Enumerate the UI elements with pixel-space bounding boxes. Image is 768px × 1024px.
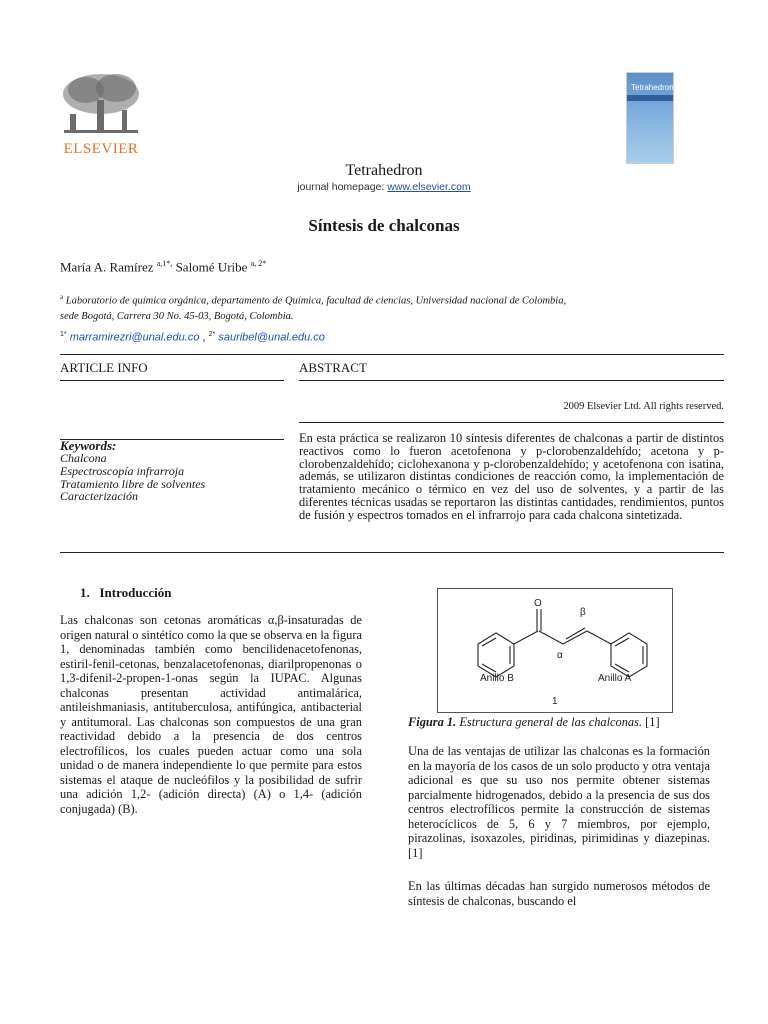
ring-b-double-3 <box>482 664 496 672</box>
compound-number: 1 <box>552 696 558 707</box>
rule-info <box>60 380 284 381</box>
rule-top <box>60 354 724 355</box>
author-1: María A. Ramírez <box>60 259 154 275</box>
paper-title: Síntesis de chalconas <box>308 216 460 235</box>
publisher-name: ELSEVIER <box>63 141 139 157</box>
section-heading-introduccion: 1. Introducción <box>80 585 172 600</box>
intro-paragraph: Las chalconas son cetonas aromáticas α,β-insaturadas de origen natural o sintético como la que se observa en la figura 1, denominadas también como bencilidenacetofenonas, estiril-fenil-cetonas, benzalacetofenonas, diarilpropenonas o 1,3-difenil-2-propen-1-onas según la IUPAC. Algunas chalconas presentan actividad antimalárica, antileishmaniasis, antituberculosa, antifúngica, antibacterial y antitumoral. Las chalconas son compuestos de una gran reactividad debido a la presencia de dos centros electrofílicos, los cuales pueden actuar como una sola unidad o de manera independiente lo que permite para estos sistemas el ataque de nucleófilos y la posibilidad de sufrir una adición 1,2- (adición directa) (A) o 1,4- (adición conjugada) (B). <box>60 613 362 816</box>
ring-a-hexagon <box>611 633 647 677</box>
copyright-notice: 2009 Elsevier Ltd. All rights reserved. <box>563 401 724 412</box>
journal-cover-thumbnail <box>626 72 674 164</box>
abstract-heading: ABSTRACT <box>299 360 367 375</box>
email-2-link[interactable]: sauribel@unal.edu.co <box>218 331 325 344</box>
figure-1-caption-text: Estructura general de las chalconas. <box>459 715 643 729</box>
ring-a-double-1 <box>615 638 629 646</box>
beta-label: β <box>580 607 586 618</box>
homepage-label: journal homepage: <box>297 181 385 193</box>
ring-a-double-3 <box>615 664 629 672</box>
author-1-affil: a,1*, <box>156 259 173 268</box>
keyword-item: Tratamiento libre de solventes <box>60 476 206 491</box>
affiliation-marker: a <box>60 293 64 301</box>
ring-b-label: Anillo B <box>480 673 514 684</box>
chalcone-structure-diagram <box>438 589 672 712</box>
journal-name: Tetrahedron <box>345 162 423 179</box>
keyword-item: Chalcona <box>60 451 107 465</box>
figure-1-reference: [1] <box>645 715 660 729</box>
article-info-heading: ARTICLE INFO <box>60 360 148 375</box>
homepage-link[interactable]: www.elsevier.com <box>387 181 471 193</box>
ring-a-label: Anillo A <box>598 673 632 684</box>
keyword-item: Espectroscopía infrarroja <box>60 463 185 478</box>
rule-bottom <box>60 552 724 553</box>
author-emails <box>60 331 325 344</box>
author-2: Salomé Uribe <box>175 259 248 275</box>
elsevier-tree-logo <box>56 70 146 140</box>
figure-1-caption <box>408 715 724 730</box>
email-2-marker: 2* <box>208 331 216 338</box>
bond-beta-ringa <box>587 631 611 644</box>
keyword-item: Caracterización <box>60 489 138 504</box>
affiliation-line-2: sede Bogotá, Carrera 30 No. 45-03, Bogotá, Colombia. <box>60 311 294 322</box>
abstract-text: En esta práctica se realizaron 10 síntesis diferentes de chalconas a partir de distintos reactivos como lo fueron acetofenona y p-clorobenzaldehído; acetona y p-clorobenzaldehído; ciclohexanona y p-clorobenzaldehído; y acetofenona con isatina, además, se utilizaron distintas condiciones de reacción como, la implementación de tratamiento mecánico o térmico en vez del uso de solventes, y a partir de las diferentes técnicas usadas se reportaron las distintas cantidades, rendimientos, puntos de fusión y espectros tomados en el infrarrojo para cada chalcona sintetizada. <box>299 431 724 522</box>
ring-b-hexagon <box>478 633 514 677</box>
bond-ringb-carbonyl <box>514 631 538 644</box>
bond-carbonyl-alpha <box>539 631 563 644</box>
email-separator: , <box>202 331 206 344</box>
oxygen-label: O <box>534 598 542 609</box>
cover-title: Tetrahedron <box>631 83 674 92</box>
alpha-label: α <box>557 650 563 661</box>
figure-1-label: Figura 1. <box>408 715 457 729</box>
bond-alpha-beta <box>563 631 587 644</box>
figure-1-box <box>437 588 673 713</box>
journal-homepage <box>0 181 768 193</box>
rule-copyright <box>299 422 724 423</box>
cover-band <box>627 95 673 101</box>
keywords-heading: Keywords: <box>60 438 117 453</box>
email-1-link[interactable]: marramirezri@unal.edu.co <box>69 331 200 344</box>
rule-abstract <box>299 380 724 381</box>
col2-paragraph-2: En las últimas décadas han surgido numerosos métodos de síntesis de chalconas, buscando el <box>408 879 710 908</box>
ring-b-double-1 <box>482 638 496 646</box>
col2-paragraph-1: Una de las ventajas de utilizar las chalconas es la formación en la mayoría de los casos de un solo producto y otra ventaja adicional es que su uso nos permite obtener sistemas parcialmente hidrogenados, debido a la presencia de sus dos centros electrofílicos permite la construcción de sistemas heterocíclicos de 5, 6 y 7 miembros, por ejemplo, pirazolinas, isoxazoles, piridinas, pirimidinas y diazepinas.[1] <box>408 744 710 860</box>
affiliation <box>60 290 720 325</box>
author-2-affil: a, 2* <box>250 259 267 268</box>
authors-line <box>60 259 266 275</box>
email-1-marker: 1* <box>60 331 67 338</box>
affiliation-line-1: Laboratorio de química orgánica, departamento de Química, facultad de ciencias, Universidad nacional de Colombia, <box>65 295 567 307</box>
keywords-list <box>60 452 205 503</box>
